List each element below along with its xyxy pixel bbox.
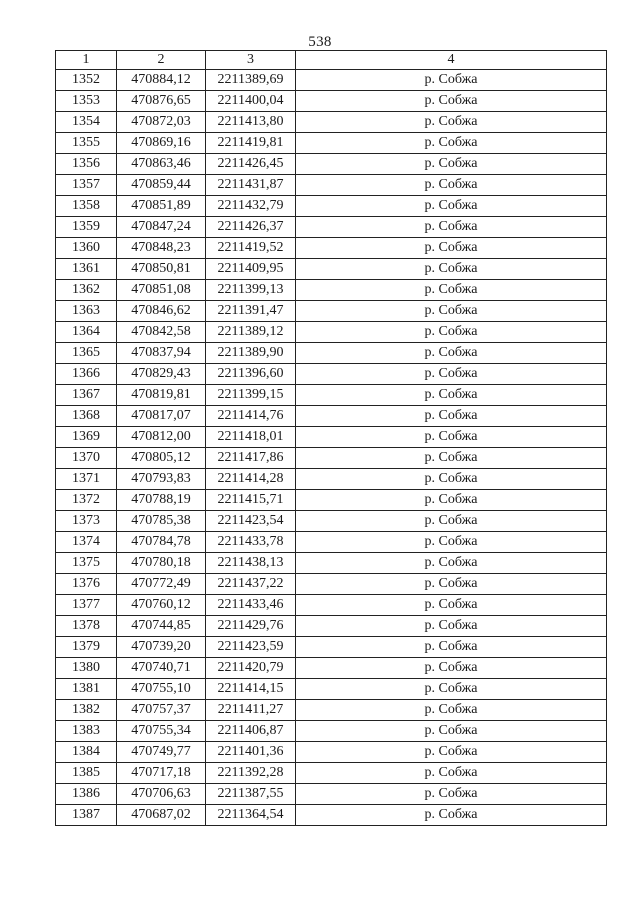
y-coordinate-cell: 2211423,54 <box>206 511 296 532</box>
y-coordinate-cell: 2211409,95 <box>206 259 296 280</box>
point-number-cell: 1361 <box>56 259 117 280</box>
x-coordinate-cell: 470884,12 <box>117 70 206 91</box>
table-row <box>56 658 607 679</box>
object-name-cell: р. Собжа <box>296 658 607 679</box>
y-coordinate-cell: 2211389,12 <box>206 322 296 343</box>
object-name-cell: р. Собжа <box>296 196 607 217</box>
object-name-cell: р. Собжа <box>296 280 607 301</box>
object-name-cell: р. Собжа <box>296 133 607 154</box>
object-name-cell: р. Собжа <box>296 490 607 511</box>
y-coordinate-cell: 2211400,04 <box>206 91 296 112</box>
object-name-cell: р. Собжа <box>296 721 607 742</box>
y-coordinate-cell: 2211431,87 <box>206 175 296 196</box>
object-name-cell: р. Собжа <box>296 532 607 553</box>
y-coordinate-cell: 2211399,13 <box>206 280 296 301</box>
point-number-cell: 1370 <box>56 448 117 469</box>
point-number-cell: 1368 <box>56 406 117 427</box>
y-coordinate-cell: 2211426,37 <box>206 217 296 238</box>
x-coordinate-cell: 470749,77 <box>117 742 206 763</box>
point-number-cell: 1358 <box>56 196 117 217</box>
point-number-cell: 1376 <box>56 574 117 595</box>
table-row <box>56 616 607 637</box>
coordinates-table <box>55 50 607 826</box>
point-number-cell: 1355 <box>56 133 117 154</box>
header-col-1: 1 <box>56 51 117 70</box>
table-row <box>56 91 607 112</box>
table-row <box>56 595 607 616</box>
table-row <box>56 679 607 700</box>
y-coordinate-cell: 2211406,87 <box>206 721 296 742</box>
object-name-cell: р. Собжа <box>296 301 607 322</box>
table-row <box>56 217 607 238</box>
object-name-cell: р. Собжа <box>296 175 607 196</box>
point-number-cell: 1364 <box>56 322 117 343</box>
object-name-cell: р. Собжа <box>296 784 607 805</box>
x-coordinate-cell: 470817,07 <box>117 406 206 427</box>
y-coordinate-cell: 2211399,15 <box>206 385 296 406</box>
x-coordinate-cell: 470863,46 <box>117 154 206 175</box>
object-name-cell: р. Собжа <box>296 91 607 112</box>
y-coordinate-cell: 2211429,76 <box>206 616 296 637</box>
y-coordinate-cell: 2211433,46 <box>206 595 296 616</box>
object-name-cell: р. Собжа <box>296 553 607 574</box>
point-number-cell: 1386 <box>56 784 117 805</box>
object-name-cell: р. Собжа <box>296 700 607 721</box>
y-coordinate-cell: 2211417,86 <box>206 448 296 469</box>
x-coordinate-cell: 470876,65 <box>117 91 206 112</box>
header-col-4: 4 <box>296 51 607 70</box>
table-row <box>56 112 607 133</box>
object-name-cell: р. Собжа <box>296 595 607 616</box>
point-number-cell: 1381 <box>56 679 117 700</box>
x-coordinate-cell: 470859,44 <box>117 175 206 196</box>
object-name-cell: р. Собжа <box>296 616 607 637</box>
point-number-cell: 1363 <box>56 301 117 322</box>
table-row <box>56 175 607 196</box>
x-coordinate-cell: 470772,49 <box>117 574 206 595</box>
x-coordinate-cell: 470848,23 <box>117 238 206 259</box>
y-coordinate-cell: 2211433,78 <box>206 532 296 553</box>
object-name-cell: р. Собжа <box>296 427 607 448</box>
table-row <box>56 238 607 259</box>
table-row <box>56 364 607 385</box>
x-coordinate-cell: 470846,62 <box>117 301 206 322</box>
page-number: 538 <box>308 34 332 50</box>
object-name-cell: р. Собжа <box>296 742 607 763</box>
x-coordinate-cell: 470739,20 <box>117 637 206 658</box>
point-number-cell: 1365 <box>56 343 117 364</box>
object-name-cell: р. Собжа <box>296 70 607 91</box>
x-coordinate-cell: 470757,37 <box>117 700 206 721</box>
point-number-cell: 1372 <box>56 490 117 511</box>
x-coordinate-cell: 470755,10 <box>117 679 206 700</box>
object-name-cell: р. Собжа <box>296 574 607 595</box>
object-name-cell: р. Собжа <box>296 637 607 658</box>
x-coordinate-cell: 470869,16 <box>117 133 206 154</box>
point-number-cell: 1367 <box>56 385 117 406</box>
point-number-cell: 1366 <box>56 364 117 385</box>
table-row <box>56 469 607 490</box>
table-row <box>56 301 607 322</box>
object-name-cell: р. Собжа <box>296 238 607 259</box>
object-name-cell: р. Собжа <box>296 448 607 469</box>
object-name-cell: р. Собжа <box>296 511 607 532</box>
x-coordinate-cell: 470872,03 <box>117 112 206 133</box>
point-number-cell: 1383 <box>56 721 117 742</box>
point-number-cell: 1377 <box>56 595 117 616</box>
table-row <box>56 259 607 280</box>
x-coordinate-cell: 470850,81 <box>117 259 206 280</box>
table-row <box>56 784 607 805</box>
point-number-cell: 1378 <box>56 616 117 637</box>
object-name-cell: р. Собжа <box>296 112 607 133</box>
table-row <box>56 322 607 343</box>
table-row <box>56 574 607 595</box>
y-coordinate-cell: 2211423,59 <box>206 637 296 658</box>
y-coordinate-cell: 2211414,76 <box>206 406 296 427</box>
table-row <box>56 343 607 364</box>
table-header-row <box>56 51 607 70</box>
x-coordinate-cell: 470793,83 <box>117 469 206 490</box>
table-row <box>56 805 607 826</box>
object-name-cell: р. Собжа <box>296 364 607 385</box>
x-coordinate-cell: 470805,12 <box>117 448 206 469</box>
y-coordinate-cell: 2211401,36 <box>206 742 296 763</box>
point-number-cell: 1387 <box>56 805 117 826</box>
x-coordinate-cell: 470744,85 <box>117 616 206 637</box>
table-row <box>56 763 607 784</box>
y-coordinate-cell: 2211387,55 <box>206 784 296 805</box>
x-coordinate-cell: 470851,89 <box>117 196 206 217</box>
y-coordinate-cell: 2211411,27 <box>206 700 296 721</box>
table-row <box>56 385 607 406</box>
y-coordinate-cell: 2211432,79 <box>206 196 296 217</box>
y-coordinate-cell: 2211437,22 <box>206 574 296 595</box>
point-number-cell: 1373 <box>56 511 117 532</box>
object-name-cell: р. Собжа <box>296 154 607 175</box>
table-row <box>56 427 607 448</box>
table-row <box>56 700 607 721</box>
y-coordinate-cell: 2211396,60 <box>206 364 296 385</box>
point-number-cell: 1356 <box>56 154 117 175</box>
x-coordinate-cell: 470706,63 <box>117 784 206 805</box>
header-col-3: 3 <box>206 51 296 70</box>
point-number-cell: 1354 <box>56 112 117 133</box>
table-row <box>56 742 607 763</box>
x-coordinate-cell: 470829,43 <box>117 364 206 385</box>
object-name-cell: р. Собжа <box>296 679 607 700</box>
y-coordinate-cell: 2211426,45 <box>206 154 296 175</box>
table-row <box>56 154 607 175</box>
table-row <box>56 532 607 553</box>
object-name-cell: р. Собжа <box>296 259 607 280</box>
y-coordinate-cell: 2211419,52 <box>206 238 296 259</box>
point-number-cell: 1375 <box>56 553 117 574</box>
x-coordinate-cell: 470819,81 <box>117 385 206 406</box>
x-coordinate-cell: 470837,94 <box>117 343 206 364</box>
object-name-cell: р. Собжа <box>296 322 607 343</box>
table-row <box>56 490 607 511</box>
object-name-cell: р. Собжа <box>296 385 607 406</box>
x-coordinate-cell: 470687,02 <box>117 805 206 826</box>
y-coordinate-cell: 2211420,79 <box>206 658 296 679</box>
y-coordinate-cell: 2211413,80 <box>206 112 296 133</box>
table-row <box>56 133 607 154</box>
y-coordinate-cell: 2211414,28 <box>206 469 296 490</box>
object-name-cell: р. Собжа <box>296 763 607 784</box>
y-coordinate-cell: 2211418,01 <box>206 427 296 448</box>
table-row <box>56 553 607 574</box>
x-coordinate-cell: 470788,19 <box>117 490 206 511</box>
table-row <box>56 721 607 742</box>
table-row <box>56 406 607 427</box>
y-coordinate-cell: 2211438,13 <box>206 553 296 574</box>
y-coordinate-cell: 2211391,47 <box>206 301 296 322</box>
table-row <box>56 280 607 301</box>
x-coordinate-cell: 470780,18 <box>117 553 206 574</box>
table-body <box>56 70 607 826</box>
table-row <box>56 196 607 217</box>
point-number-cell: 1382 <box>56 700 117 721</box>
object-name-cell: р. Собжа <box>296 406 607 427</box>
x-coordinate-cell: 470842,58 <box>117 322 206 343</box>
point-number-cell: 1374 <box>56 532 117 553</box>
point-number-cell: 1379 <box>56 637 117 658</box>
y-coordinate-cell: 2211364,54 <box>206 805 296 826</box>
x-coordinate-cell: 470717,18 <box>117 763 206 784</box>
x-coordinate-cell: 470740,71 <box>117 658 206 679</box>
point-number-cell: 1357 <box>56 175 117 196</box>
object-name-cell: р. Собжа <box>296 469 607 490</box>
table-row <box>56 637 607 658</box>
header-col-2: 2 <box>117 51 206 70</box>
object-name-cell: р. Собжа <box>296 343 607 364</box>
y-coordinate-cell: 2211389,69 <box>206 70 296 91</box>
object-name-cell: р. Собжа <box>296 217 607 238</box>
y-coordinate-cell: 2211419,81 <box>206 133 296 154</box>
x-coordinate-cell: 470851,08 <box>117 280 206 301</box>
y-coordinate-cell: 2211415,71 <box>206 490 296 511</box>
point-number-cell: 1359 <box>56 217 117 238</box>
x-coordinate-cell: 470755,34 <box>117 721 206 742</box>
point-number-cell: 1385 <box>56 763 117 784</box>
point-number-cell: 1362 <box>56 280 117 301</box>
point-number-cell: 1380 <box>56 658 117 679</box>
point-number-cell: 1371 <box>56 469 117 490</box>
y-coordinate-cell: 2211414,15 <box>206 679 296 700</box>
point-number-cell: 1369 <box>56 427 117 448</box>
y-coordinate-cell: 2211389,90 <box>206 343 296 364</box>
point-number-cell: 1384 <box>56 742 117 763</box>
point-number-cell: 1360 <box>56 238 117 259</box>
object-name-cell: р. Собжа <box>296 805 607 826</box>
y-coordinate-cell: 2211392,28 <box>206 763 296 784</box>
x-coordinate-cell: 470847,24 <box>117 217 206 238</box>
table-row <box>56 448 607 469</box>
x-coordinate-cell: 470784,78 <box>117 532 206 553</box>
x-coordinate-cell: 470760,12 <box>117 595 206 616</box>
table-row <box>56 70 607 91</box>
point-number-cell: 1352 <box>56 70 117 91</box>
x-coordinate-cell: 470785,38 <box>117 511 206 532</box>
x-coordinate-cell: 470812,00 <box>117 427 206 448</box>
table-row <box>56 511 607 532</box>
point-number-cell: 1353 <box>56 91 117 112</box>
